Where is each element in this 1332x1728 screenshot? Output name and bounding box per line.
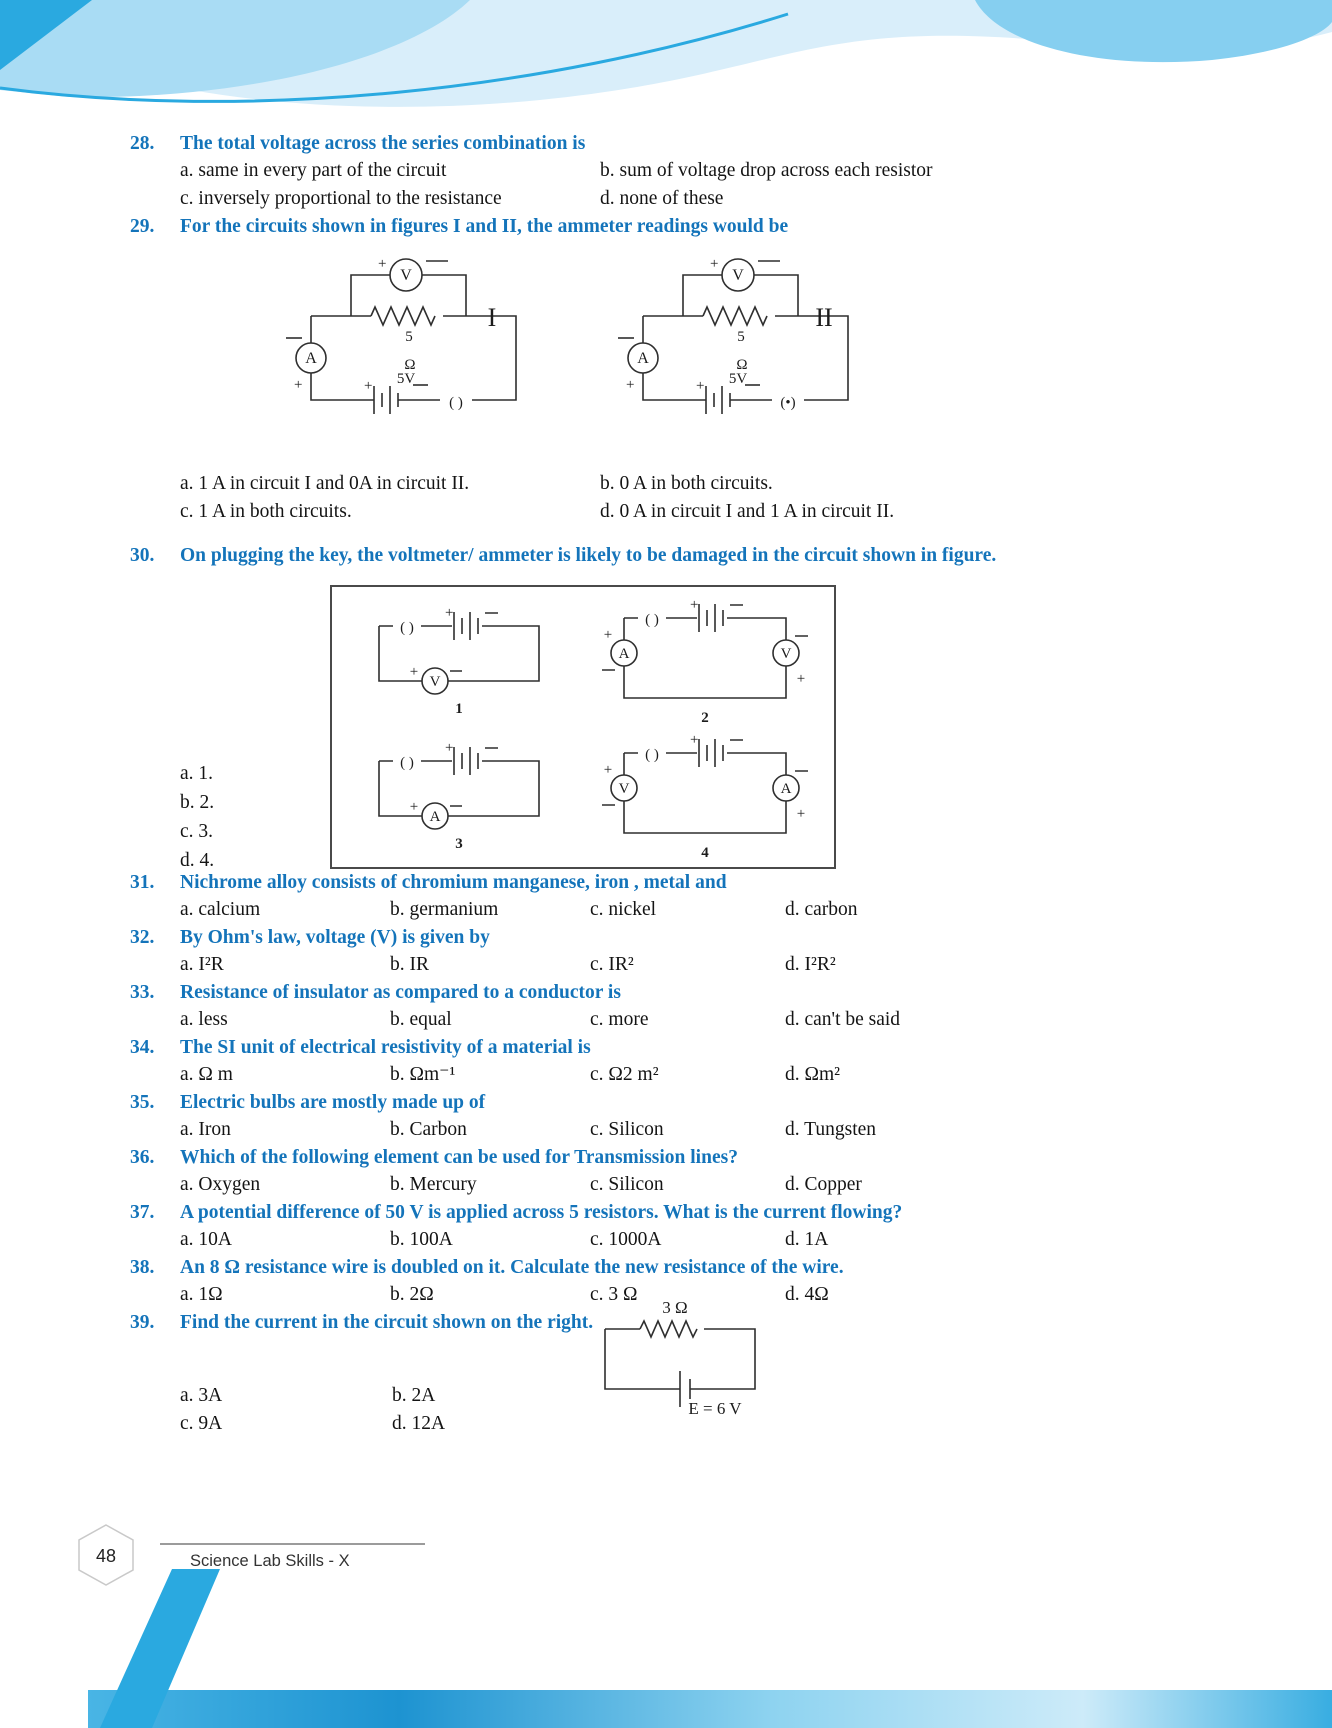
option-b: b. sum of voltage drop across each resistor <box>600 160 933 181</box>
plus-sign: + <box>603 626 612 643</box>
options <box>180 1116 1220 1144</box>
key-symbol-open: ( ) <box>449 395 463 411</box>
option-a: a. calcium <box>180 899 261 920</box>
question-text: Nichrome alloy consists of chromium manganese, iron , metal and <box>180 872 727 893</box>
option-a: a. Oxygen <box>180 1174 261 1195</box>
option-d: d. can't be said <box>785 1009 901 1030</box>
battery-symbol <box>699 604 723 632</box>
circuit-wires <box>624 753 786 833</box>
resistor-label: 3 Ω <box>662 1299 688 1317</box>
question-number: 35. <box>130 1092 155 1113</box>
question-text: The total voltage across the series combination is <box>180 133 586 154</box>
plus-sign: + <box>796 805 805 822</box>
option-b: b. germanium <box>390 899 499 920</box>
battery-symbol <box>706 386 730 414</box>
option-b: b. Carbon <box>390 1119 467 1140</box>
circuit-wires <box>624 618 786 698</box>
swoosh-right-blob <box>975 0 1332 62</box>
question-29 <box>130 213 1220 526</box>
question-number: 37. <box>130 1202 155 1223</box>
option-d: d. carbon <box>785 899 858 920</box>
options <box>180 157 1220 213</box>
resistor-value: 5 <box>737 329 745 345</box>
question-number: 31. <box>130 872 155 893</box>
sub-circuit-4 <box>599 733 811 863</box>
question-text: Which of the following element can be used for Transmission lines? <box>180 1147 738 1168</box>
option-d: d. Tungsten <box>785 1119 877 1140</box>
question-number: 39. <box>130 1312 155 1333</box>
option-c: c. 9A <box>180 1413 223 1434</box>
options <box>180 1171 1220 1199</box>
option-b: b. Mercury <box>390 1174 477 1195</box>
option-d: d. Ωm² <box>785 1064 841 1085</box>
question-34 <box>130 1034 1220 1089</box>
page-footer <box>0 1503 1332 1728</box>
question-number: 36. <box>130 1147 155 1168</box>
option-b: b. 2. <box>180 792 215 813</box>
option-a: a. 1Ω <box>180 1284 223 1305</box>
question-35 <box>130 1089 1220 1144</box>
key-symbol-open: ( ) <box>644 746 659 763</box>
question-31 <box>130 869 1220 924</box>
option-c: c. 1000A <box>590 1229 662 1250</box>
option-c: c. 3. <box>180 821 214 842</box>
option-d: d. Copper <box>785 1174 862 1195</box>
figure-number: 2 <box>700 709 709 726</box>
options <box>180 951 1220 979</box>
plus-sign: + <box>689 597 698 613</box>
key-symbol-open: ( ) <box>400 620 414 636</box>
question-text: For the circuits shown in figures I and II, the ammeter readings would be <box>180 216 789 237</box>
resistor-symbol <box>371 307 435 325</box>
question-list <box>130 130 1220 1438</box>
resistor-symbol <box>640 1321 697 1337</box>
question-30 <box>130 542 1220 869</box>
ammeter-label: A <box>305 350 317 367</box>
ohm-label: Ω <box>404 357 416 373</box>
question-number: 33. <box>130 982 155 1003</box>
key-symbol-open: ( ) <box>644 611 659 628</box>
circuit-figure-II <box>608 248 876 444</box>
option-c: c. IR² <box>590 954 634 975</box>
footer-bar <box>88 1690 1332 1728</box>
question-text: An 8 Ω resistance wire is doubled on it. Calculate the new resistance of the wire. <box>180 1257 844 1278</box>
option-a: a. 1. <box>180 763 214 784</box>
option-c: c. 3 Ω <box>590 1284 638 1305</box>
voltmeter-label: V <box>618 780 629 797</box>
ammeter-label: A <box>429 809 441 825</box>
plus-sign: + <box>409 799 419 815</box>
plus-sign: + <box>696 378 705 394</box>
page-number: 48 <box>95 1546 117 1566</box>
plus-sign: + <box>445 741 454 756</box>
option-d: d. 12A <box>392 1413 446 1434</box>
question-text: By Ohm's law, voltage (V) is given by <box>180 927 490 948</box>
ohm-label: Ω <box>736 357 748 373</box>
plus-sign: + <box>294 377 303 393</box>
sub-circuit-1 <box>359 606 564 719</box>
battery-symbol <box>454 612 478 640</box>
option-b: b. Ωm⁻¹ <box>390 1064 456 1085</box>
question-text: The SI unit of electrical resistivity of a material is <box>180 1037 591 1058</box>
circuit-figure-box <box>330 585 836 869</box>
option-d: d. 1A <box>785 1229 829 1250</box>
plus-sign: + <box>689 732 698 748</box>
option-c: c. nickel <box>590 899 657 920</box>
question-number: 28. <box>130 133 155 154</box>
key-symbol-open: ( ) <box>400 755 414 771</box>
option-c: c. 1 A in both circuits. <box>180 501 352 522</box>
minus-sign <box>450 748 498 806</box>
question-number: 32. <box>130 927 155 948</box>
key-symbol-closed: (•) <box>780 395 796 411</box>
question-text: On plugging the key, the voltmeter/ ammeter is likely to be damaged in the circuit shown in figure. <box>180 545 997 566</box>
plus-sign: + <box>378 256 387 272</box>
battery-symbol <box>374 386 398 414</box>
option-a: a. 10A <box>180 1229 232 1250</box>
question-text: Electric bulbs are mostly made up of <box>180 1092 486 1113</box>
plus-sign: + <box>364 378 373 394</box>
options <box>180 470 1220 526</box>
ammeter-label: A <box>780 780 791 797</box>
option-c: c. inversely proportional to the resistance <box>180 188 502 209</box>
voltmeter-label: V <box>429 674 441 690</box>
plus-sign: + <box>603 761 612 778</box>
option-a: a. 1 A in circuit I and 0A in circuit II. <box>180 473 470 494</box>
option-b: b. 0 A in both circuits. <box>600 473 773 494</box>
minus-sign <box>602 740 808 805</box>
circuit-figure <box>590 1299 770 1424</box>
question-37 <box>130 1199 1220 1254</box>
question-text: Resistance of insulator as compared to a conductor is <box>180 982 621 1003</box>
option-b: b. IR <box>390 954 429 975</box>
circuit-roman-label: II <box>815 303 833 332</box>
ammeter-label: A <box>637 350 649 367</box>
voltmeter-label: V <box>400 267 412 284</box>
battery-voltage-label: 5V <box>396 371 416 387</box>
option-a: a. Ω m <box>180 1064 233 1085</box>
plus-sign: + <box>710 256 719 272</box>
plus-sign: + <box>445 606 454 621</box>
resistor-symbol <box>703 307 767 325</box>
voltmeter-label: V <box>732 267 744 284</box>
plus-sign: + <box>796 670 805 687</box>
question-28 <box>130 130 1220 213</box>
sub-circuit-2 <box>599 598 811 728</box>
option-a: a. I²R <box>180 954 224 975</box>
option-b: b. equal <box>390 1009 452 1030</box>
book-title: Science Lab Skills - X <box>190 1552 350 1570</box>
top-decoration <box>0 0 1332 150</box>
options <box>180 759 214 875</box>
circuit-roman-label: I <box>487 303 497 332</box>
option-a: a. 3A <box>180 1385 223 1406</box>
option-a: a. less <box>180 1009 228 1030</box>
question-number: 30. <box>130 545 155 566</box>
plus-sign: + <box>626 377 635 393</box>
option-a: a. Iron <box>180 1119 231 1140</box>
question-36 <box>130 1144 1220 1199</box>
options <box>180 1061 1220 1089</box>
options <box>180 1382 592 1438</box>
option-c: c. Ω2 m² <box>590 1064 659 1085</box>
ammeter-label: A <box>618 645 629 662</box>
minus-sign <box>602 605 808 670</box>
minus-sign <box>450 613 498 671</box>
sub-circuit-3 <box>359 741 564 854</box>
question-text: Find the current in the circuit shown on the right. <box>180 1312 594 1333</box>
option-d: d. 0 A in circuit I and 1 A in circuit II. <box>600 501 895 522</box>
battery-voltage-label: 5V <box>728 371 748 387</box>
option-c: c. Silicon <box>590 1174 664 1195</box>
option-c: c. Silicon <box>590 1119 664 1140</box>
figure-number: 1 <box>455 701 463 717</box>
plus-sign: + <box>409 664 419 680</box>
voltmeter-label: V <box>780 645 791 662</box>
circuit-figure-q39 <box>590 1299 770 1419</box>
option-b: b. 100A <box>390 1229 453 1250</box>
option-d: d. none of these <box>600 188 724 209</box>
figure-number: 3 <box>455 836 463 852</box>
battery-symbol <box>454 747 478 775</box>
question-number: 34. <box>130 1037 155 1058</box>
circuit-figure-I <box>276 248 544 444</box>
circuit-figures <box>276 248 1220 444</box>
option-b: b. 2Ω <box>390 1284 434 1305</box>
question-text: A potential difference of 50 V is applied across 5 resistors. What is the current flowing? <box>180 1202 903 1223</box>
option-d: d. 4Ω <box>785 1284 829 1305</box>
footer-divider-line <box>160 1543 425 1545</box>
option-d: d. 4. <box>180 850 215 871</box>
option-d: d. I²R² <box>785 954 836 975</box>
option-a: a. same in every part of the circuit <box>180 160 447 181</box>
emf-label: E = 6 V <box>688 1399 742 1418</box>
option-b: b. 2A <box>392 1385 436 1406</box>
figure-number: 4 <box>700 844 709 861</box>
resistor-value: 5 <box>405 329 413 345</box>
question-number: 29. <box>130 216 155 237</box>
options <box>180 896 1220 924</box>
question-39 <box>130 1299 1220 1438</box>
battery-symbol <box>699 739 723 767</box>
options <box>180 1006 1220 1034</box>
question-32 <box>130 924 1220 979</box>
option-c: c. more <box>590 1009 649 1030</box>
options <box>180 1226 1220 1254</box>
question-33 <box>130 979 1220 1034</box>
question-number: 38. <box>130 1257 155 1278</box>
